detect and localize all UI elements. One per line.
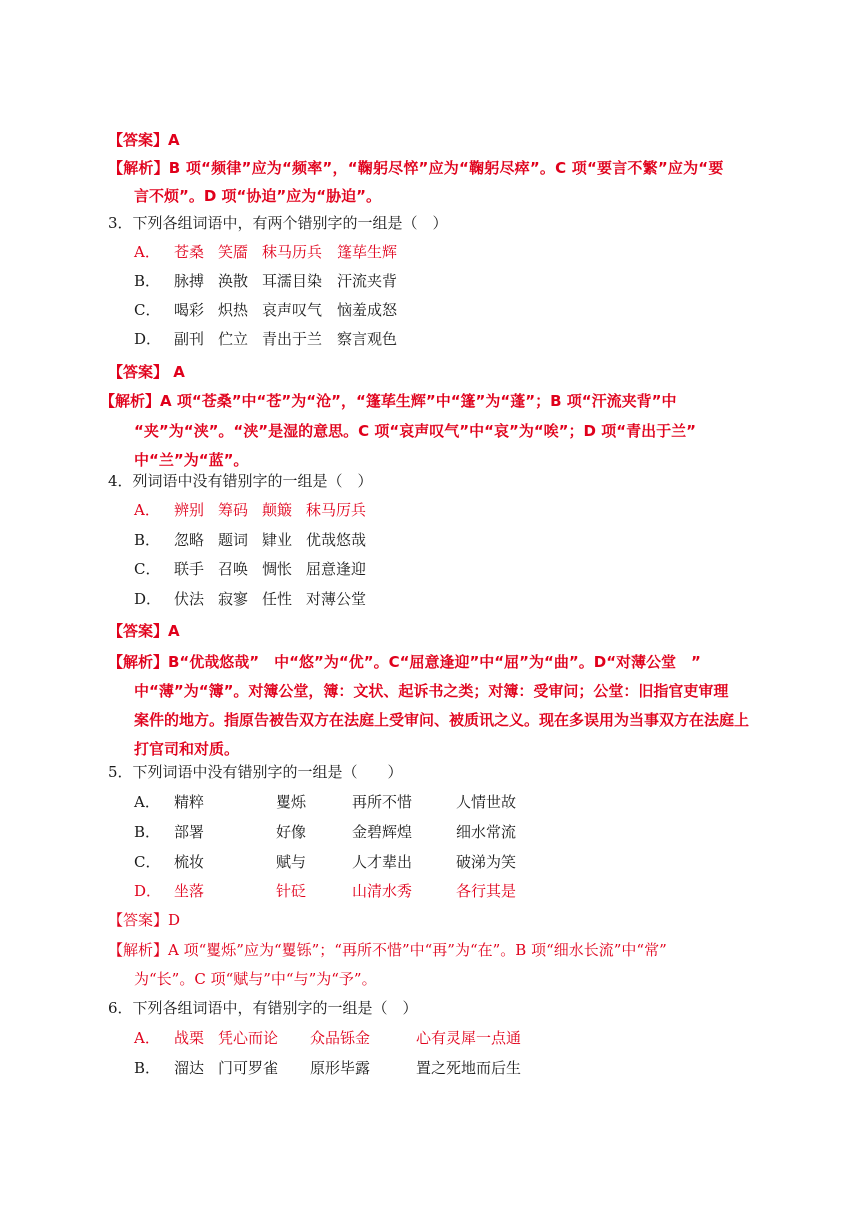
question-stem: 6．下列各组词语中，有错别字的一组是（ ）	[108, 999, 418, 1017]
option-word: 凭心而论	[218, 1029, 279, 1047]
option-word: 察言观色	[337, 330, 398, 348]
option-word: 汗流夹背	[337, 272, 398, 290]
question-stem: 4．列词语中没有错别字的一组是（ ）	[108, 472, 373, 490]
option-d	[134, 588, 366, 610]
option-word: 精粹	[174, 793, 205, 811]
explanation-line: 为“长”。C 项“赋与”中“与”为“予”。	[134, 970, 377, 988]
option-word: 心有灵犀一点通	[416, 1029, 522, 1047]
option-b	[134, 270, 397, 292]
option-word: 喝彩	[174, 301, 205, 319]
answer-label: 【答案】A	[108, 622, 180, 640]
explanation-line: 【解析】B“优哉悠哉” 中“悠”为“优”。C“屈意逢迎”中“屈”为“曲”。D“对薄公堂 ”	[108, 653, 701, 671]
option-word: 涣散	[218, 272, 249, 290]
option-word: 金碧辉煌	[352, 823, 413, 841]
option-word: 脉搏	[174, 272, 205, 290]
option-word: 矍烁	[276, 793, 307, 811]
explanation-line: 中“兰”为“蓝”。	[134, 451, 249, 469]
option-word: 针砭	[276, 882, 307, 900]
option-word: 伏法	[174, 590, 205, 608]
option-word: 哀声叹气	[262, 301, 323, 319]
option-word: 联手	[174, 560, 205, 578]
option-word: 好像	[276, 823, 307, 841]
option-word: 战栗	[174, 1029, 205, 1047]
option-word: 细水常流	[456, 823, 517, 841]
answer-label: 【答案】A	[108, 131, 180, 149]
option-word: 溜达	[174, 1059, 205, 1077]
explanation-line: 案件的地方。指原告被告双方在法庭上受审问、被质讯之义。现在多误用为当事双方在法庭上	[134, 711, 750, 729]
option-label: A．	[134, 1029, 160, 1047]
answer-label: 【答案】D	[108, 911, 181, 929]
option-word: 副刊	[174, 330, 205, 348]
option-a	[134, 791, 516, 813]
option-word: 各行其是	[456, 882, 517, 900]
option-a	[134, 1027, 521, 1049]
option-label: A．	[134, 793, 160, 811]
question-stem: 3．下列各组词语中，有两个错别字的一组是（ ）	[108, 214, 448, 232]
option-word: 优哉悠哉	[306, 531, 367, 549]
option-label: C．	[134, 301, 161, 319]
option-word: 原形毕露	[310, 1059, 371, 1077]
option-b	[134, 821, 516, 843]
option-word: 苍桑	[174, 243, 205, 261]
option-word: 寂寥	[218, 590, 249, 608]
option-word: 颠簸	[262, 501, 293, 519]
option-label: C．	[134, 853, 161, 871]
option-word: 置之死地而后生	[416, 1059, 522, 1077]
explanation-line: 言不烦”。D 项“协迫”应为“胁迫”。	[134, 187, 381, 205]
explanation-line: 【解析】A 项“苍桑”中“苍”为“沧”，“篷荜生辉”中“篷”为“蓬”；B 项“汗流夹背”中	[100, 392, 677, 410]
option-word: 秣马厉兵	[306, 501, 367, 519]
option-word: 对薄公堂	[306, 590, 367, 608]
option-b	[134, 1057, 521, 1079]
option-word: 炽热	[218, 301, 249, 319]
option-word: 青出于兰	[262, 330, 323, 348]
option-word: 梳妆	[174, 853, 205, 871]
option-a	[134, 499, 366, 521]
option-word: 忽略	[174, 531, 205, 549]
option-word: 破涕为笑	[456, 853, 517, 871]
option-word: 秣马历兵	[262, 243, 323, 261]
option-label: D．	[134, 330, 162, 348]
option-word: 题词	[218, 531, 249, 549]
option-label: A．	[134, 501, 160, 519]
explanation-line: 【解析】A 项“矍烁”应为“矍铄”；“再所不惜”中“再”为“在”。B 项“细水长流”中“常”	[108, 941, 667, 959]
option-word: 召唤	[218, 560, 249, 578]
option-label: C．	[134, 560, 161, 578]
option-label: D．	[134, 590, 162, 608]
option-word: 辨别	[174, 501, 205, 519]
option-word: 门可罗雀	[218, 1059, 279, 1077]
option-b	[134, 529, 366, 551]
explanation-line: 中“薄”为“簿”。对簿公堂，簿：文状、起诉书之类；对簿：受审问；公堂：旧指官吏审理	[134, 682, 729, 700]
option-label: B．	[134, 1059, 161, 1077]
question-stem: 5．下列词语中没有错别字的一组是（ ）	[108, 763, 403, 781]
option-a	[134, 241, 397, 263]
option-label: A．	[134, 243, 160, 261]
answer-label: 【答案】 A	[108, 363, 185, 381]
option-word: 人才辈出	[352, 853, 413, 871]
option-label: B．	[134, 823, 161, 841]
explanation-line: “夹”为“浃”。“浃”是湿的意思。C 项“哀声叹气”中“哀”为“唉”；D 项“青出于兰”	[134, 422, 696, 440]
option-word: 屈意逢迎	[306, 560, 367, 578]
option-label: B．	[134, 531, 161, 549]
option-label: B．	[134, 272, 161, 290]
option-c	[134, 558, 366, 580]
option-word: 坐落	[174, 882, 205, 900]
option-word: 山清水秀	[352, 882, 413, 900]
option-label: D．	[134, 882, 162, 900]
option-word: 肄业	[262, 531, 293, 549]
option-c	[134, 299, 397, 321]
option-c	[134, 851, 516, 873]
option-word: 部署	[174, 823, 205, 841]
option-d	[134, 880, 516, 902]
option-word: 赋与	[276, 853, 307, 871]
option-word: 惆怅	[262, 560, 293, 578]
option-word: 众品铄金	[310, 1029, 371, 1047]
explanation-line: 【解析】B 项“频律”应为“频率”，“鞠躬尽悴”应为“鞠躬尽瘁”。C 项“要言不繁”应为“要	[108, 159, 724, 177]
option-word: 任性	[262, 590, 293, 608]
option-d	[134, 328, 397, 350]
option-word: 人情世故	[456, 793, 517, 811]
option-word: 恼羞成怒	[337, 301, 398, 319]
option-word: 伫立	[218, 330, 249, 348]
option-word: 再所不惜	[352, 793, 413, 811]
option-word: 耳濡目染	[262, 272, 323, 290]
option-word: 笑靥	[218, 243, 249, 261]
option-word: 筹码	[218, 501, 249, 519]
option-word: 篷荜生辉	[337, 243, 398, 261]
explanation-line: 打官司和对质。	[134, 740, 240, 758]
